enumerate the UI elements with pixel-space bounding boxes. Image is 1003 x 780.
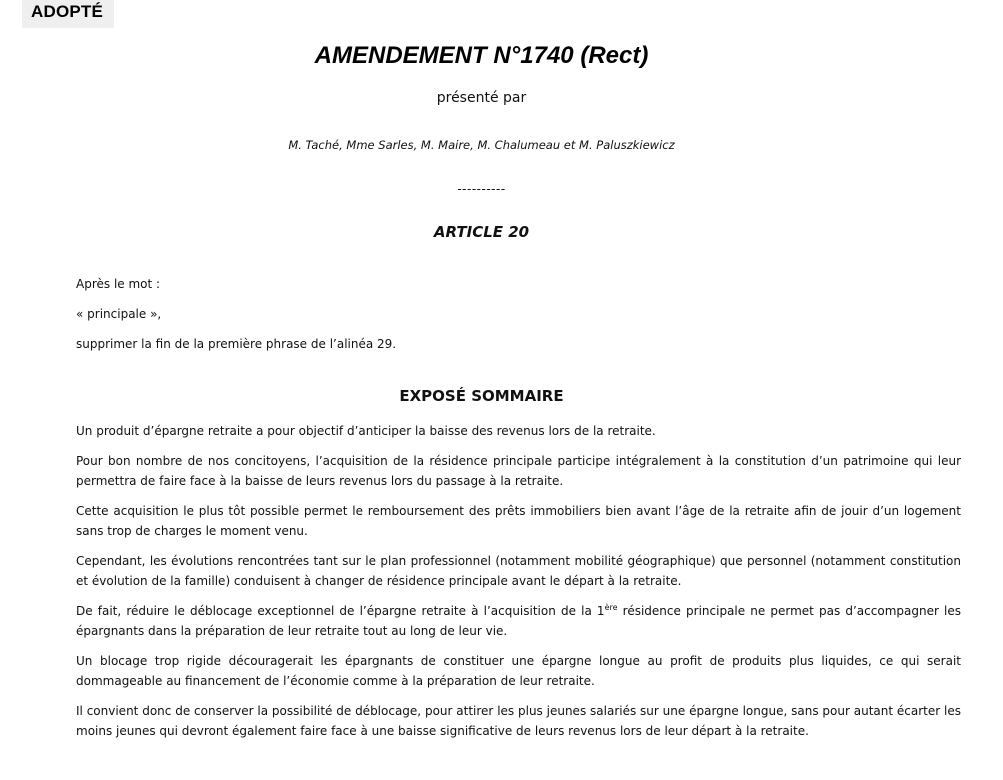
presented-by-label: présenté par — [436, 90, 527, 106]
dispositif-line: supprimer la fin de la première phrase de l’alinéa 29. — [76, 337, 397, 351]
expose-paragraph: Un blocage trop rigide découragerait les épargnants de constituer une épargne longue au profit de produits plus liquides, ce qui serait dommageable au financement de l’économie comme à la préparation de leur retraite. — [76, 654, 961, 688]
expose-paragraph-text: De fait, réduire le déblocage exceptionnel de l’épargne retraite à l’acquisition de la 1 — [76, 604, 605, 618]
expose-sommaire-body — [76, 421, 961, 751]
superscript: ère — [604, 603, 618, 612]
expose-paragraph: Il convient donc de conserver la possibilité de déblocage, pour attirer les plus jeunes salariés sur une épargne longue, sans pour autant écarter les moins jeunes qui devront également faire face à une baisse significative de leurs revenus lors de leur départ à la retraite. — [76, 704, 961, 738]
expose-paragraph-text: résidence principale ne permet pas d’accompagner les épargnants dans la préparation de leur retraite tout au long de leur vie. — [76, 604, 961, 638]
amendment-title: AMENDEMENT N°1740 (Rect) — [314, 42, 649, 69]
status-badge: ADOPTÉ — [22, 0, 114, 28]
expose-paragraph — [76, 601, 961, 641]
dispositif-section — [76, 277, 396, 367]
article-heading: ARTICLE 20 — [433, 223, 530, 241]
expose-paragraph: Un produit d’épargne retraite a pour objectif d’anticiper la baisse des revenus lors de la retraite. — [76, 424, 656, 438]
expose-paragraph: Cependant, les évolutions rencontrées tant sur le plan professionnel (notamment mobilité géographique) que personnel (notamment constitution et évolution de la famille) conduisent à changer de résidence principale avant le départ à la retraite. — [76, 554, 961, 588]
expose-paragraph: Pour bon nombre de nos concitoyens, l’acquisition de la résidence principale participe intégralement à la constitution d’un patrimoine qui leur permettra de faire face à la baisse de leurs revenus lors du passage à la retraite. — [76, 454, 961, 488]
authors-list: M. Taché, Mme Sarles, M. Maire, M. Chalumeau et M. Paluszkiewicz — [288, 138, 675, 152]
dispositif-line: Après le mot : — [76, 277, 161, 291]
expose-sommaire-heading: EXPOSÉ SOMMAIRE — [399, 387, 564, 405]
expose-paragraph: Cette acquisition le plus tôt possible permet le remboursement des prêts immobiliers bien avant l’âge de la retraite afin de jouir d’un logement sans trop de charges le moment venu. — [76, 504, 961, 538]
separator: ---------- — [457, 182, 506, 196]
dispositif-line: « principale », — [76, 307, 162, 321]
